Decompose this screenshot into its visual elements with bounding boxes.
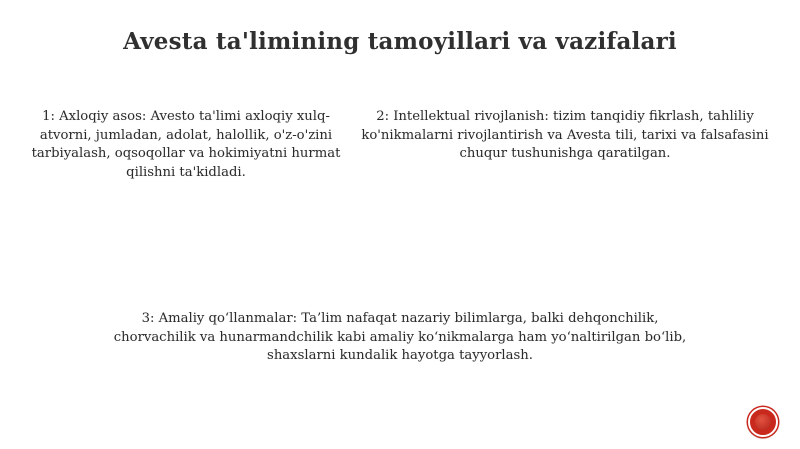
text-block-intellectual-development: 2: Intellektual rivojlanish: tizim tanqidiy fikrlash, tahliliy ko'nikmalarni rivojlantirish va Avesta tili, tarixi va falsafasini chuqur tushunishga qaratilgan.: [361, 109, 769, 161]
text-block-practical-applications: 3: Amaliy qo‘llanmalar: Ta’lim nafaqat nazariy bilimlarga, balki dehqonchilik, chorvachilik va hunarmandchilik kabi amaliy ko‘nikmalarga ham yo‘naltirilgan bo‘lib, shaxslarni kundalik hayotga tayyorlash.: [113, 311, 687, 363]
text-block-ethical-basis: 1: Axloqiy asos: Avesto ta'limi axloqiy xulq-atvorni, jumladan, adolat, halollik, o'z-o'zini tarbiyalash, oqsoqollar va hokimiyatni hurmat qilishni ta'kidladi.: [31, 109, 341, 180]
slide-nav-button[interactable]: [748, 407, 778, 437]
slide-title: Avesta ta'limining tamoyillari va vazifalari: [123, 28, 677, 55]
red-circle-nav-icon: [755, 414, 771, 430]
